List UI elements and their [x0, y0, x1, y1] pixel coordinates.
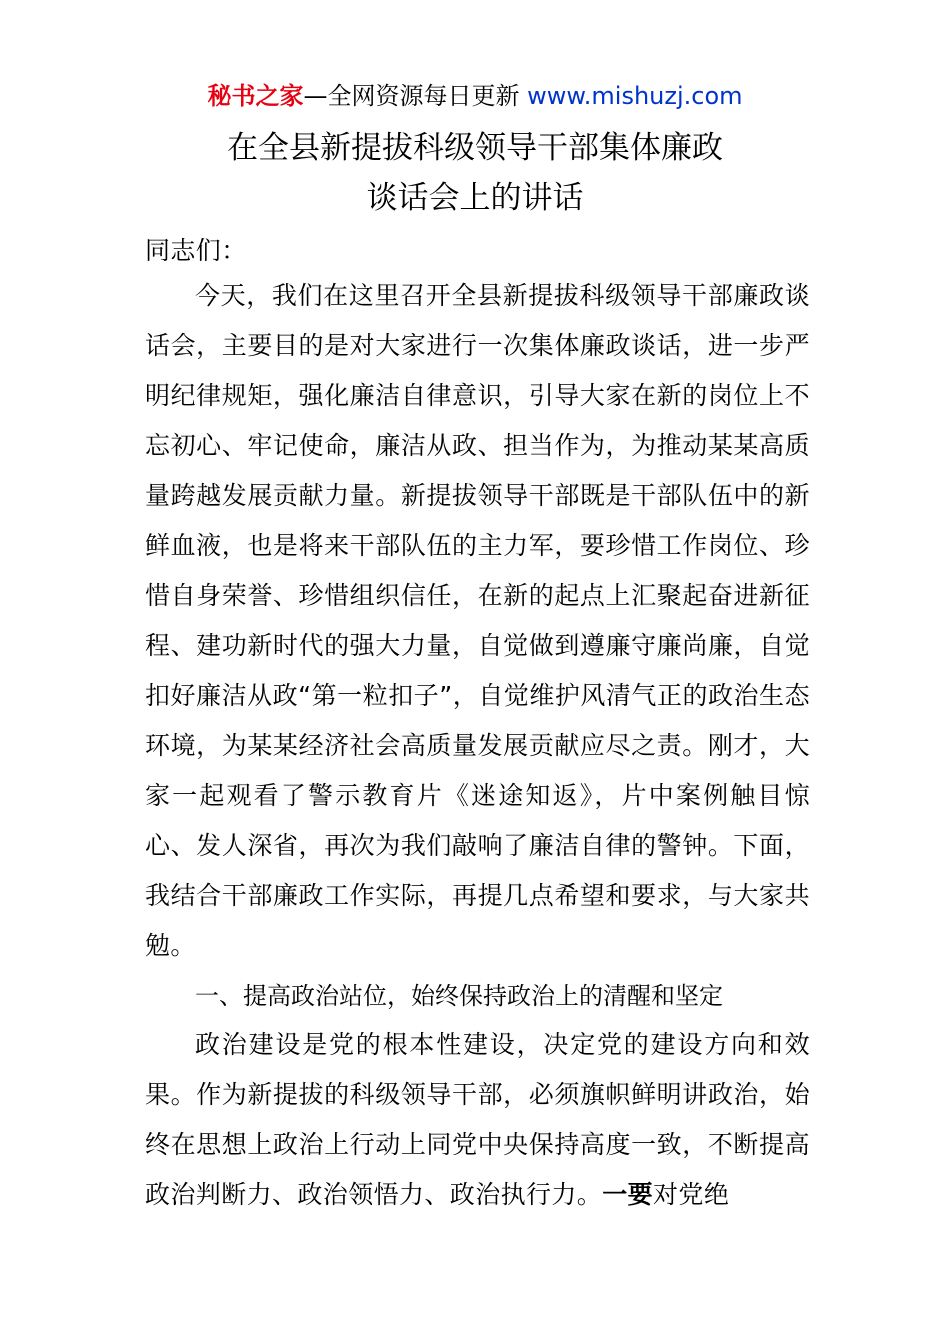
section-heading-1: 一、提高政治站位，始终保持政治上的清醒和坚定 [195, 982, 723, 1010]
salutation: 同志们： [145, 236, 247, 265]
paragraph-intro: 今天，我们在这里召开全县新提拔科级领导干部廉政谈话会，主要目的是对大家进行一次集体廉政谈话，进一步严明纪律规矩，强化廉洁自律意识，引导大家在新的岗位上不忘初心、牢记使命，廉洁从政、担当作为，为推动某某高质量跨越发展贡献力量。新提拔领导干部既是干部队伍中的新鲜血液，也是将来干部队伍的主力军，要珍惜工作岗位、珍惜自身荣誉、珍惜组织信任，在新的起点上汇聚起奋进新征程、建功新时代的强大力量，自觉做到遵廉守廉尚廉，自觉扣好廉洁从政“第一粒扣子”，自觉维护风清气正的政治生态环境，为某某经济社会高质量发展贡献应尽之责。刚才，大家一起观看了警示教育片《迷途知返》，片中案例触目惊心、发人深省，再次为我们敲响了廉洁自律的警钟。下面，我结合干部廉政工作实际，再提几点希望和要求，与大家共勉。 [145, 281, 810, 960]
paragraph-political-building [145, 1020, 810, 1220]
brand-name: 秘书之家 [207, 82, 304, 110]
site-url-link[interactable]: www.mishuzj.com [527, 82, 743, 110]
paragraph-tail: 对党绝 [653, 1180, 730, 1209]
bold-lead-phrase: 一要 [602, 1180, 654, 1209]
paragraph-text: 政治建设是党的根本性建设，决定党的建设方向和效果。作为新提拔的科级领导干部，必须旗帜鲜明讲政治，始终在思想上政治上行动上同党中央保持高度一致，不断提高政治判断力、政治领悟力、政治执行力。 [145, 1030, 810, 1209]
site-header [0, 80, 950, 112]
document-title-line1: 在全县新提拔科级领导干部集体廉政 [227, 130, 723, 166]
header-tagline: —全网资源每日更新 [303, 82, 520, 110]
document-title-line2: 谈话会上的讲话 [366, 180, 584, 216]
